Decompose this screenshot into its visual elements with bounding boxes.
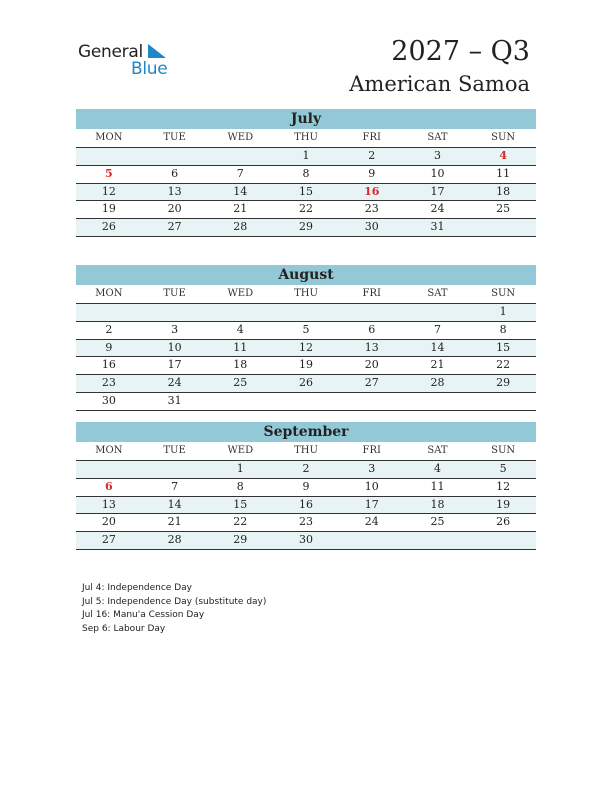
day-cell [207,148,273,165]
week-row [76,304,536,322]
day-cell: 30 [101,393,116,407]
day-cell: 15 [233,497,248,511]
day-cell: 7 [236,166,244,180]
day-cell: 16 [101,358,116,372]
day-cell: 29 [299,220,314,234]
day-cell: 11 [496,166,511,180]
day-cell [207,304,273,321]
week-row [76,514,536,532]
weekday-label: THU [294,288,318,299]
weekday-label: SUN [491,288,516,299]
day-cell [339,532,405,549]
day-cell: 1 [499,305,507,318]
day-cell: 20 [167,202,182,216]
day-cell: 4 [236,322,244,336]
day-cell [76,304,142,321]
weekday-label: SUN [491,132,516,143]
logo [78,40,198,80]
day-cell: 3 [171,322,179,336]
day-cell: 23 [364,202,379,216]
day-cell: 27 [167,220,182,234]
day-cell: 19 [101,202,116,216]
holiday-note: Jul 5: Independence Day (substitute day) [82,596,267,607]
weekday-label: SUN [491,445,516,456]
day-cell: 11 [233,340,248,354]
week-row [76,219,536,237]
day-cell: 23 [101,376,116,390]
day-cell: 16 [299,497,314,511]
week-row [76,340,536,358]
country-name: American Samoa [349,72,530,96]
day-cell: 5 [302,322,310,336]
day-cell: 25 [233,376,248,390]
day-cell: 29 [233,533,248,547]
day-cell: 8 [499,322,507,336]
weekday-label: WED [227,132,254,143]
month-header: August [76,265,536,285]
page-title: 2027 – Q3 [391,36,530,67]
day-cell: 17 [167,358,182,372]
weekday-header-row [76,285,536,304]
day-cell [273,393,339,410]
logo-flag-icon [148,44,168,60]
day-cell: 5 [499,462,507,475]
week-row [76,497,536,515]
week-row [76,148,536,166]
day-cell: 7 [433,322,441,336]
day-cell: 4 [433,462,441,475]
day-cell: 15 [496,340,511,354]
day-cell: 12 [299,340,314,354]
day-cell: 26 [496,515,511,529]
day-cell: 9 [302,479,310,493]
day-cell: 6 [105,479,113,493]
day-cell [470,219,536,236]
day-cell: 24 [364,515,379,529]
weekday-label: FRI [362,445,381,456]
day-cell [76,461,142,478]
day-cell: 25 [430,515,445,529]
day-cell: 18 [233,358,248,372]
holiday-note: Sep 6: Labour Day [82,624,166,635]
week-row [76,532,536,550]
day-cell [76,148,142,165]
day-cell: 6 [368,322,376,336]
day-cell: 20 [101,515,116,529]
day-cell: 11 [430,479,445,493]
day-cell: 22 [496,358,511,372]
day-cell: 10 [364,479,379,493]
day-cell: 5 [105,166,113,180]
day-cell: 14 [167,497,182,511]
day-cell: 8 [236,479,244,493]
day-cell [339,304,405,321]
week-row [76,201,536,219]
day-cell: 14 [233,184,248,198]
holiday-notes [82,582,266,637]
day-cell: 18 [430,497,445,511]
day-cell: 24 [167,376,182,390]
day-cell: 13 [101,497,116,511]
day-cell [405,393,471,410]
day-cell: 8 [302,166,310,180]
day-cell: 15 [299,184,314,198]
day-cell: 9 [105,340,113,354]
holiday-note: Jul 4: Independence Day [82,583,192,593]
logo-general-text: General [78,42,143,62]
day-cell: 10 [167,340,182,354]
day-cell: 31 [167,393,182,407]
day-cell: 26 [299,376,314,390]
day-cell: 29 [496,376,511,390]
day-cell: 27 [101,533,116,547]
day-cell: 30 [364,220,379,234]
day-cell [470,532,536,549]
day-cell: 12 [101,184,116,198]
day-cell: 19 [299,358,314,372]
week-row [76,393,536,411]
day-cell: 31 [430,220,445,234]
day-cell: 17 [430,184,445,198]
day-cell: 25 [496,202,511,216]
day-cell [207,393,273,410]
month-august [76,265,536,411]
day-cell: 18 [496,184,511,198]
day-cell: 22 [233,515,248,529]
day-cell: 6 [171,166,179,180]
weekday-label: TUE [163,132,186,143]
week-row [76,375,536,393]
day-cell: 28 [430,376,445,390]
day-cell: 24 [430,202,445,216]
day-cell [142,304,208,321]
day-cell: 21 [167,515,182,529]
weekday-label: WED [227,445,254,456]
day-cell [405,532,471,549]
weekday-label: MON [95,445,123,456]
weekday-header-row [76,442,536,461]
day-cell: 20 [364,358,379,372]
day-cell: 21 [233,202,248,216]
day-cell: 12 [496,479,511,493]
day-cell: 27 [364,376,379,390]
week-row [76,184,536,202]
day-cell: 10 [430,166,445,180]
day-cell [142,148,208,165]
month-header: September [76,422,536,442]
day-cell [273,304,339,321]
month-september [76,422,536,550]
day-cell: 13 [364,340,379,354]
month-july [76,109,536,237]
weekday-header-row [76,129,536,148]
week-row [76,322,536,340]
weekday-label: MON [95,132,123,143]
day-cell: 9 [368,166,376,180]
day-cell: 1 [236,462,244,475]
weekday-label: SAT [427,132,448,143]
day-cell: 30 [299,533,314,547]
day-cell: 2 [105,322,113,336]
month-header: July [76,109,536,129]
weekday-label: THU [294,445,318,456]
holiday-note: Jul 16: Manu'a Cession Day [82,610,205,621]
day-cell: 23 [299,515,314,529]
day-cell [339,393,405,410]
day-cell: 17 [364,497,379,511]
day-cell: 22 [299,202,314,216]
day-cell: 21 [430,358,445,372]
day-cell: 7 [171,479,179,493]
weekday-label: FRI [362,132,381,143]
week-row [76,461,536,479]
weekday-label: MON [95,288,123,299]
day-cell: 28 [167,533,182,547]
weekday-label: WED [227,288,254,299]
day-cell: 2 [368,149,376,162]
week-row [76,166,536,184]
day-cell: 3 [433,149,441,162]
weekday-label: SAT [427,445,448,456]
week-row [76,479,536,497]
day-cell [405,304,471,321]
day-cell: 19 [496,497,511,511]
day-cell [470,393,536,410]
logo-blue-text: Blue [131,59,168,79]
day-cell: 4 [499,149,507,162]
weekday-label: TUE [163,445,186,456]
day-cell: 26 [101,220,116,234]
day-cell: 1 [302,149,310,162]
day-cell: 14 [430,340,445,354]
day-cell: 13 [167,184,182,198]
day-cell: 2 [302,462,310,475]
day-cell [142,461,208,478]
week-row [76,357,536,375]
weekday-label: FRI [362,288,381,299]
weekday-label: THU [294,132,318,143]
weekday-label: TUE [163,288,186,299]
day-cell: 28 [233,220,248,234]
day-cell: 16 [364,184,380,198]
day-cell: 3 [368,462,376,475]
weekday-label: SAT [427,288,448,299]
